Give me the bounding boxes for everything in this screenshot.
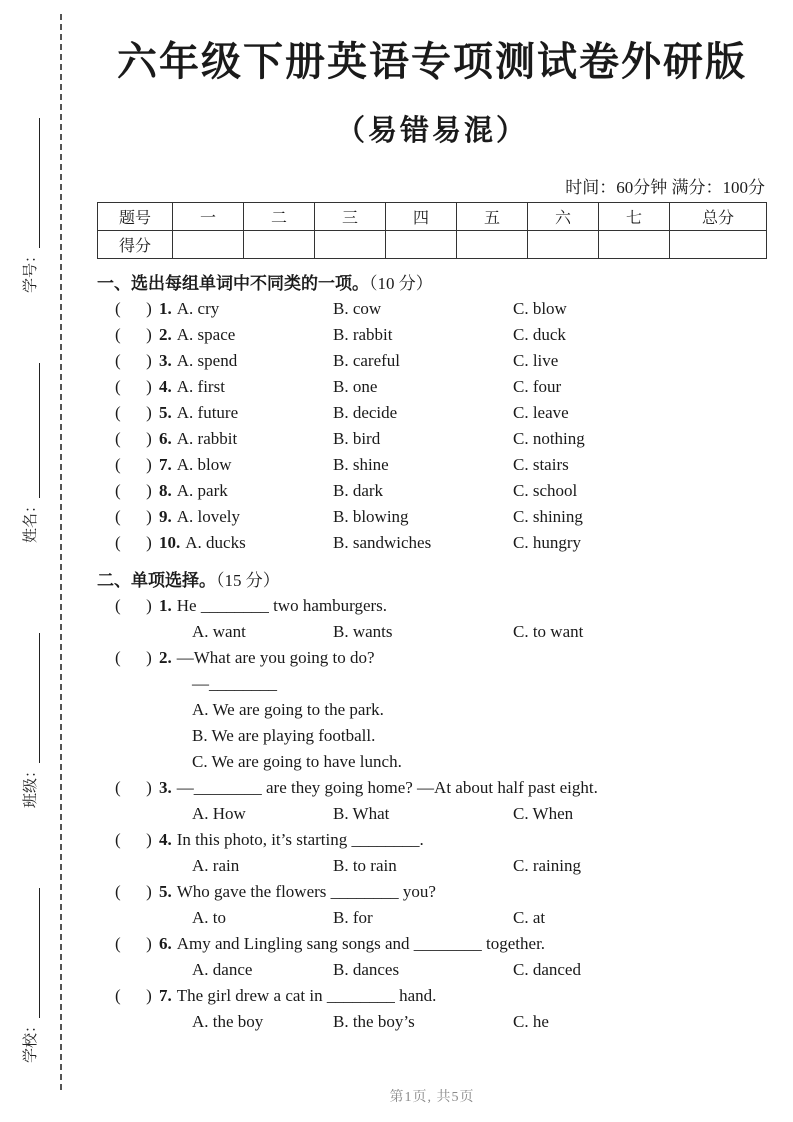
answer-bracket: ( ): [115, 299, 152, 318]
option-b: B. to rain: [333, 856, 397, 875]
word-choice-row-9: [97, 504, 767, 530]
question-stem: 2. —What are you going to do?: [159, 648, 375, 667]
score-cell-empty: [599, 231, 670, 259]
mc-options-7: [192, 1009, 767, 1035]
option-b: B. blowing: [333, 507, 409, 526]
option-a: A. How: [192, 804, 246, 823]
mc-question-1: [97, 593, 767, 619]
question-stem: 7. The girl drew a cat in ________ hand.: [159, 986, 437, 1005]
word-choice-row-10: [97, 530, 767, 556]
page-subtitle: （易错易混）: [335, 115, 528, 147]
option-a: 1. A. cry: [159, 299, 220, 318]
answer-bracket: ( ): [115, 325, 152, 344]
binding-blank-student-id: [23, 118, 40, 248]
question-number: 4.: [159, 830, 172, 849]
binding-blank-school: [23, 888, 40, 1018]
mc-question-6: [97, 931, 767, 957]
option-b: B. careful: [333, 351, 401, 370]
mc-question-2: [97, 645, 767, 671]
option-b: B. dark: [333, 481, 384, 500]
option-a: A. the boy: [192, 1012, 264, 1031]
score-header-cell: 五: [457, 203, 528, 231]
question-stem: 1. He ________ two hamburgers.: [159, 596, 388, 615]
score-cell-empty: [173, 231, 244, 259]
score-row-label: 得分: [98, 231, 173, 259]
score-table-header-row: [98, 203, 767, 231]
option-c: C. live: [513, 351, 559, 370]
question-stem: 4. In this photo, it’s starting ________.: [159, 830, 424, 849]
binding-label-name: 姓名：: [22, 497, 39, 543]
answer-bracket: ( ): [115, 403, 152, 422]
answer-bracket: ( ): [115, 351, 152, 370]
mc-options-4: [192, 853, 767, 879]
option-c: C. blow: [513, 299, 567, 318]
option-b: B. the boy’s: [333, 1012, 415, 1031]
mc-question-3: [97, 775, 767, 801]
section-1-score: （10 分）: [369, 274, 433, 293]
mc-options-3: [192, 801, 767, 827]
score-header-cell: 题号: [98, 203, 173, 231]
option-b: B. cow: [333, 299, 382, 318]
mc-options-6: [192, 957, 767, 983]
option-b: B. We are playing football.: [192, 726, 376, 745]
score-table: [97, 202, 767, 259]
question-number: 10.: [159, 533, 181, 552]
score-table-score-row: [98, 231, 767, 259]
binding-label-school: 学校：: [22, 1017, 39, 1063]
option-c: C. at: [513, 908, 546, 927]
option-b: B. sandwiches: [333, 533, 432, 552]
question-stem: 6. Amy and Lingling sang songs and ________ together.: [159, 934, 546, 953]
question-stem: 5. Who gave the flowers ________ you?: [159, 882, 436, 901]
word-choice-row-1: [97, 296, 767, 322]
option-a: A. to: [192, 908, 226, 927]
question-number: 7.: [159, 986, 172, 1005]
score-cell-empty: [457, 231, 528, 259]
score-cell-empty: [528, 231, 599, 259]
binding-blank-class: [23, 633, 40, 763]
option-c: C. school: [513, 481, 578, 500]
binding-field-school: [19, 888, 40, 1063]
question-number: 7.: [159, 455, 172, 474]
score-header-cell: 四: [386, 203, 457, 231]
question-number: 8.: [159, 481, 172, 500]
score-cell-empty: [315, 231, 386, 259]
mc-question-7: [97, 983, 767, 1009]
question-number: 9.: [159, 507, 172, 526]
answer-bracket: ( ): [115, 830, 152, 849]
question-number: 6.: [159, 934, 172, 953]
question-number: 4.: [159, 377, 172, 396]
word-choice-row-6: [97, 426, 767, 452]
option-b: B. wants: [333, 622, 393, 641]
page-title: 六年级下册英语专项测试卷外研版: [117, 39, 747, 84]
option-a: 6. A. rabbit: [159, 429, 238, 448]
option-b: B. bird: [333, 429, 381, 448]
question-number: 3.: [159, 778, 172, 797]
option-b: B. one: [333, 377, 378, 396]
word-choice-row-2: [97, 322, 767, 348]
option-c: C. hungry: [513, 533, 581, 552]
score-cell-empty: [386, 231, 457, 259]
mc-question-5: [97, 879, 767, 905]
option-c: C. to want: [513, 622, 584, 641]
option-c: C. nothing: [513, 429, 585, 448]
answer-bracket: ( ): [115, 596, 152, 615]
score-header-cell: 三: [315, 203, 386, 231]
option-b: B. shine: [333, 455, 389, 474]
section-1-heading-text: 一、选出每组单词中不同类的一项。: [97, 274, 369, 293]
question-number: 1.: [159, 596, 172, 615]
option-a: 5. A. future: [159, 403, 239, 422]
binding-blank-name: [23, 363, 40, 498]
question-number: 1.: [159, 299, 172, 318]
binding-label-class: 班级：: [22, 762, 39, 808]
option-a: A. rain: [192, 856, 240, 875]
binding-field-class: [19, 633, 40, 808]
answer-bracket: ( ): [115, 986, 152, 1005]
option-c: C. duck: [513, 325, 566, 344]
answer-bracket: ( ): [115, 648, 152, 667]
answer-bracket: ( ): [115, 507, 152, 526]
score-header-cell: 一: [173, 203, 244, 231]
option-a: 7. A. blow: [159, 455, 232, 474]
answer-bracket: ( ): [115, 481, 152, 500]
mc-question-4: [97, 827, 767, 853]
answer-bracket: ( ): [115, 882, 152, 901]
exam-meta: 时间：60分钟 满分：100分: [565, 178, 765, 197]
word-choice-row-5: [97, 400, 767, 426]
option-c: C. leave: [513, 403, 569, 422]
exam-page: [97, 0, 767, 1035]
question-number: 2.: [159, 325, 172, 344]
answer-bracket: ( ): [115, 429, 152, 448]
word-choice-row-8: [97, 478, 767, 504]
answer-bracket: ( ): [115, 778, 152, 797]
answer-blank-line: —________: [192, 674, 277, 693]
option-b: B. rabbit: [333, 325, 393, 344]
question-number: 2.: [159, 648, 172, 667]
answer-bracket: ( ): [115, 533, 152, 552]
mc-options-5: [192, 905, 767, 931]
answer-bracket: ( ): [115, 455, 152, 474]
option-c: C. danced: [513, 960, 581, 979]
binding-info: [16, 68, 40, 1068]
option-c: C. stairs: [513, 455, 569, 474]
section-2-score: （15 分）: [216, 571, 280, 590]
word-choice-row-4: [97, 374, 767, 400]
option-a: A. want: [192, 622, 246, 641]
footer-page-number: 第1页, 共5页: [389, 1090, 475, 1105]
option-c: C. When: [513, 804, 574, 823]
option-c: C. shining: [513, 507, 583, 526]
option-b: B. decide: [333, 403, 398, 422]
option-a: 10. A. ducks: [159, 533, 246, 552]
option-b: B. dances: [333, 960, 400, 979]
question-number: 5.: [159, 882, 172, 901]
option-c: C. raining: [513, 856, 581, 875]
section-2-heading-text: 二、单项选择。: [97, 571, 216, 590]
score-header-cell: 七: [599, 203, 670, 231]
binding-field-student-id: [19, 118, 40, 293]
option-a: 4. A. first: [159, 377, 225, 396]
binding-dashed-line: [60, 14, 62, 1090]
question-number: 3.: [159, 351, 172, 370]
score-header-cell: 六: [528, 203, 599, 231]
answer-bracket: ( ): [115, 934, 152, 953]
option-a: 8. A. park: [159, 481, 228, 500]
binding-label-student-id: 学号：: [22, 247, 39, 293]
option-c: C. he: [513, 1012, 549, 1031]
option-a: 9. A. lovely: [159, 507, 241, 526]
option-a: 2. A. space: [159, 325, 236, 344]
section-2-heading: [97, 568, 767, 593]
option-a: A. dance: [192, 960, 253, 979]
section-1-heading: [97, 271, 767, 296]
option-b: B. for: [333, 908, 373, 927]
mc-options-1: [192, 619, 767, 645]
score-cell-empty: [670, 231, 767, 259]
option-c: C. four: [513, 377, 562, 396]
score-header-cell: 二: [244, 203, 315, 231]
word-choice-row-3: [97, 348, 767, 374]
option-b: B. What: [333, 804, 390, 823]
option-a: A. We are going to the park.: [192, 700, 384, 719]
option-c: C. We are going to have lunch.: [192, 752, 402, 771]
score-header-cell: 总分: [670, 203, 767, 231]
answer-bracket: ( ): [115, 377, 152, 396]
question-number: 6.: [159, 429, 172, 448]
word-choice-row-7: [97, 452, 767, 478]
question-number: 5.: [159, 403, 172, 422]
question-stem: 3. —________ are they going home? —At about half past eight.: [159, 778, 598, 797]
binding-field-name: [19, 363, 40, 543]
option-a: 3. A. spend: [159, 351, 238, 370]
score-cell-empty: [244, 231, 315, 259]
